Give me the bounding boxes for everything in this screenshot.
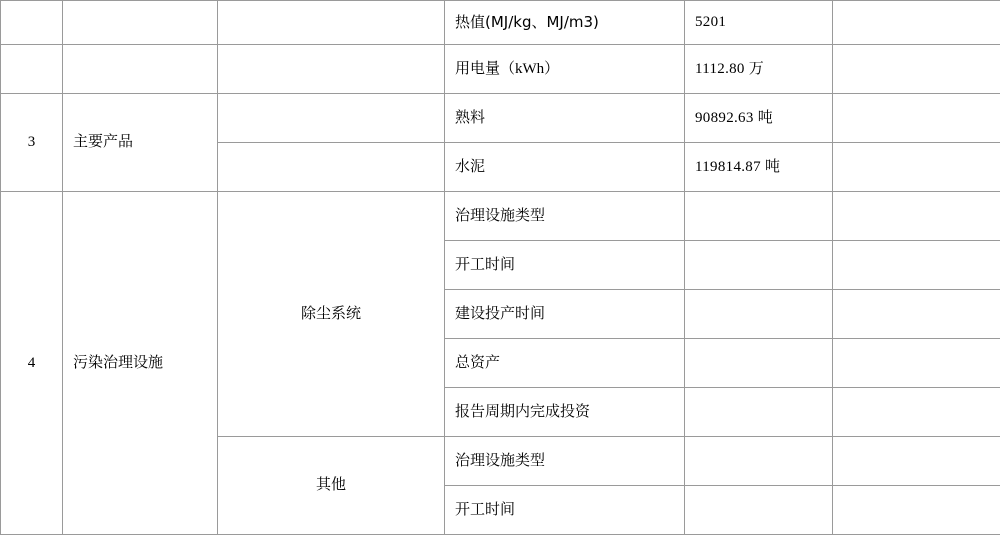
group-label-product: 主要产品 [63, 94, 218, 192]
row-extra [833, 1, 1000, 45]
row-value [685, 192, 833, 241]
row-value: 90892.63 吨 [685, 94, 833, 143]
row-item-label: 报告周期内完成投资 [445, 388, 685, 437]
row-item-label: 开工时间 [445, 486, 685, 535]
row-extra [833, 339, 1000, 388]
row-extra [833, 290, 1000, 339]
row-extra [833, 241, 1000, 290]
table-row [1, 192, 1000, 241]
row-value [685, 388, 833, 437]
row-item-label: 熟料 [445, 94, 685, 143]
row-item-label: 开工时间 [445, 241, 685, 290]
row-index-cell [1, 1, 63, 45]
row-value [685, 241, 833, 290]
table-row [1, 1, 1000, 45]
row-item-label: 总资产 [445, 339, 685, 388]
row-extra [833, 486, 1000, 535]
row-subgroup-cell [218, 1, 445, 45]
subgroup-label-dust-system: 除尘系统 [218, 192, 445, 437]
row-subgroup-cell [218, 94, 445, 143]
row-category-cell [63, 1, 218, 45]
subgroup-label-other: 其他 [218, 437, 445, 535]
group-label-pollution: 污染治理设施 [63, 192, 218, 535]
row-value [685, 290, 833, 339]
row-item-label: 用电量（kWh） [445, 45, 685, 94]
row-item-label: 热值(MJ/kg、MJ/m3) [445, 1, 685, 45]
row-extra [833, 45, 1000, 94]
row-value: 1112.80 万 [685, 45, 833, 94]
row-extra [833, 94, 1000, 143]
row-extra [833, 388, 1000, 437]
row-extra [833, 192, 1000, 241]
row-value: 5201 [685, 1, 833, 45]
row-value [685, 339, 833, 388]
table-row [1, 45, 1000, 94]
row-item-label: 治理设施类型 [445, 437, 685, 486]
group-index-pollution: 4 [1, 192, 63, 535]
row-value [685, 437, 833, 486]
row-subgroup-cell [218, 143, 445, 192]
row-index-cell [1, 45, 63, 94]
table-row [1, 94, 1000, 143]
row-subgroup-cell [218, 45, 445, 94]
row-value [685, 486, 833, 535]
group-index-product: 3 [1, 94, 63, 192]
row-item-label: 治理设施类型 [445, 192, 685, 241]
row-value: 119814.87 吨 [685, 143, 833, 192]
row-extra [833, 143, 1000, 192]
row-item-label: 建设投产时间 [445, 290, 685, 339]
row-item-label: 水泥 [445, 143, 685, 192]
row-extra [833, 437, 1000, 486]
row-category-cell [63, 45, 218, 94]
